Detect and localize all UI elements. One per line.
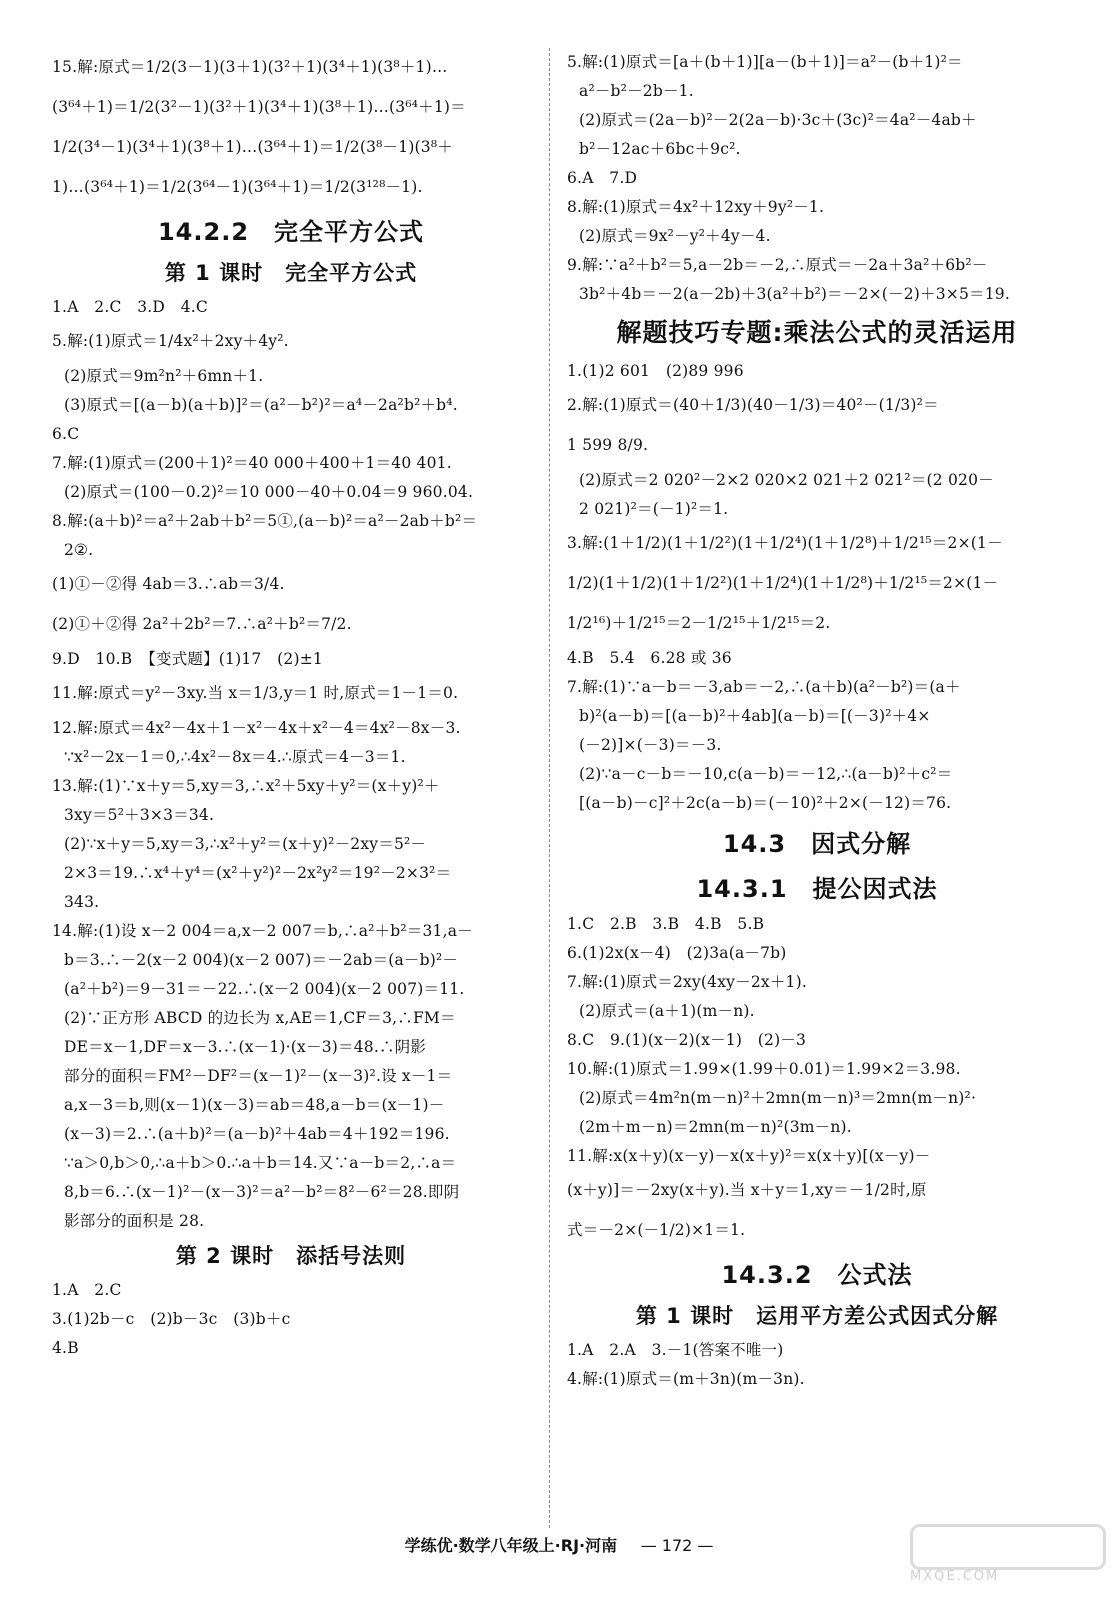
answer-line: b²－12ac＋6bc＋9c².: [579, 140, 741, 158]
answer-line: 11.解:原式＝y²－3xy.当 x＝1/3,y＝1 时,原式＝1－1＝0.: [52, 684, 459, 702]
answer-line: 3.解:(1＋1/2)(1＋1/2²)(1＋1/2⁴)(1＋1/2⁸)＋1/2¹⁵＝2×(1－: [567, 534, 1003, 552]
answer-line: 1.A 2.A 3.－1(答案不唯一): [567, 1341, 784, 1359]
answer-line: 6.C: [52, 425, 80, 443]
lesson-heading: 第 2 课时 添括号法则: [175, 1244, 407, 1268]
answer-line: 5.解:(1)原式＝1/4x²＋2xy＋4y².: [52, 332, 289, 350]
right-column: [567, 52, 1067, 1398]
answer-line: 3xy＝5²＋3×3＝34.: [64, 806, 215, 824]
answer-line: (1)①－②得 4ab＝3.∴ab＝3/4.: [52, 575, 285, 593]
answer-line: 5.解:(1)原式＝[a＋(b＋1)][a－(b＋1)]＝a²－(b＋1)²＝: [567, 53, 963, 71]
answer-line: 1.(1)2 601 (2)89 996: [567, 362, 744, 380]
lesson-heading: 第 1 课时 运用平方差公式因式分解: [635, 1304, 999, 1328]
answer-line: 8.解:(1)原式＝4x²＋12xy＋9y²－1.: [567, 198, 825, 216]
answer-line: 2②.: [64, 541, 94, 559]
answer-line: (2)原式＝9m²n²＋6mn＋1.: [64, 367, 264, 385]
answer-line: ∵a＞0,b＞0,∴a＋b＞0.∴a＋b＝14.又∵a－b＝2,∴a＝: [64, 1154, 457, 1172]
answer-line: (x－3)＝2.∴(a＋b)²＝(a－b)²＋4ab＝4＋192＝196.: [64, 1125, 450, 1143]
answer-line: 1/2)(1＋1/2)(1＋1/2²)(1＋1/2⁴)(1＋1/2⁸)＋1/2¹⁵＝2×(1－: [567, 574, 999, 592]
answer-line: DE＝x－1,DF＝x－3.∴(x－1)·(x－3)＝48.∴阴影: [64, 1038, 427, 1056]
answer-line: 8.解:(a＋b)²＝a²＋2ab＋b²＝5①,(a－b)²＝a²－2ab＋b²＝: [52, 512, 478, 530]
answer-line: (2)原式＝(2a－b)²－2(2a－b)·3c＋(3c)²＝4a²－4ab＋: [579, 111, 977, 129]
watermark-logo: [910, 1524, 1100, 1584]
answer-line: 13.解:(1)∵x＋y＝5,xy＝3,∴x²＋5xy＋y²＝(x＋y)²＋: [52, 777, 440, 795]
answer-line: 1/2¹⁶)＋1/2¹⁵＝2－1/2¹⁵＋1/2¹⁵＝2.: [567, 614, 831, 632]
answer-line: 影部分的面积是 28.: [64, 1212, 205, 1230]
answer-line: 14.解:(1)设 x－2 004＝a,x－2 007＝b,∴a²＋b²＝31,a－: [52, 922, 473, 940]
section-heading: 14.2.2 完全平方公式: [157, 218, 425, 246]
answer-line: 4.解:(1)原式＝(m＋3n)(m－3n).: [567, 1370, 805, 1388]
answer-line: [(a－b)－c]²＋2c(a－b)＝(－10)²＋2×(－12)＝76.: [579, 794, 952, 812]
answer-line: 4.B: [52, 1339, 79, 1357]
page-number: — 172 —: [640, 1536, 714, 1555]
answer-line: a,x－3＝b,则(x－1)(x－3)＝ab＝48,a－b＝(x－1)－: [64, 1096, 445, 1114]
answer-line: 9.解:∵a²＋b²＝5,a－2b＝－2,∴原式＝－2a＋3a²＋6b²－: [567, 256, 988, 274]
answer-line: 4.B 5.4 6.28 或 36: [567, 649, 732, 667]
answer-line: ∵x²－2x－1＝0,∴4x²－8x＝4.∴原式＝4－3＝1.: [64, 748, 406, 766]
answer-line: 2.解:(1)原式＝(40＋1/3)(40－1/3)＝40²－(1/3)²＝: [567, 396, 939, 414]
answer-line: b)²(a－b)＝[(a－b)²＋4ab](a－b)＝[(－3)²＋4×: [579, 707, 931, 725]
answer-line: (3)原式＝[(a－b)(a＋b)]²＝(a²－b²)²＝a⁴－2a²b²＋b⁴.: [64, 396, 458, 414]
section-heading: 14.3 因式分解: [722, 830, 912, 858]
answer-line: (2)∵a－c－b＝－10,c(a－b)＝－12,∴(a－b)²＋c²＝: [579, 765, 953, 783]
answer-line: (2)原式＝9x²－y²＋4y－4.: [579, 227, 771, 245]
answer-line: 10.解:(1)原式＝1.99×(1.99＋0.01)＝1.99×2＝3.98.: [567, 1060, 961, 1078]
answer-line: 11.解:x(x＋y)(x－y)－x(x＋y)²＝x(x＋y)[(x－y)－: [567, 1147, 931, 1165]
topic-heading: 解题技巧专题:乘法公式的灵活运用: [616, 318, 1018, 347]
answer-line: a²－b²－2b－1.: [579, 82, 694, 100]
section-heading: 14.3.1 提公因式法: [696, 875, 938, 903]
watermark-text: MXQE.COM: [910, 1569, 1000, 1584]
answer-line: 12.解:原式＝4x²－4x＋1－x²－4x＋x²－4＝4x²－8x－3.: [52, 719, 461, 737]
answer-line: 9.D 10.B 【变式题】(1)17 (2)±1: [52, 650, 323, 668]
answer-line: (2)原式＝2 020²－2×2 020×2 021＋2 021²＝(2 020－: [579, 471, 994, 489]
watermark-icon: [910, 1524, 1106, 1570]
answer-line: 2×3＝19.∴x⁴＋y⁴＝(x²＋y²)²－2x²y²＝19²－2×3²＝: [64, 864, 452, 882]
answer-line: (2)原式＝4m²n(m－n)²＋2mn(m－n)³＝2mn(m－n)²·: [579, 1089, 977, 1107]
section-heading: 14.3.2 公式法: [721, 1261, 913, 1289]
answer-line: (2)①＋②得 2a²＋2b²＝7.∴a²＋b²＝7/2.: [52, 615, 352, 633]
answer-line: 15.解:原式＝1/2(3－1)(3＋1)(3²＋1)(3⁴＋1)(3⁸＋1)…: [52, 58, 448, 76]
answer-line: 7.解:(1)原式＝(200＋1)²＝40 000＋400＋1＝40 401.: [52, 454, 452, 472]
answer-line: 1)…(3⁶⁴＋1)＝1/2(3⁶⁴－1)(3⁶⁴＋1)＝1/2(3¹²⁸－1).: [52, 178, 423, 196]
answer-line: (x＋y)]＝－2xy(x＋y).当 x＋y＝1,xy＝－1/2时,原: [567, 1181, 927, 1199]
answer-line: 8,b＝6.∴(x－1)²－(x－3)²＝a²－b²＝8²－6²＝28.即阴: [64, 1183, 460, 1201]
answer-line: 2 021)²＝(－1)²＝1.: [579, 500, 729, 518]
answer-line: 3.(1)2b－c (2)b－3c (3)b＋c: [52, 1310, 291, 1328]
answer-line: 7.解:(1)原式＝2xy(4xy－2x＋1).: [567, 973, 807, 991]
footer-label: 学练优·数学八年级上·RJ·河南: [404, 1536, 618, 1555]
answer-line: 1 599 8/9.: [567, 436, 649, 454]
answer-line: b＝3.∴－2(x－2 004)(x－2 007)＝－2ab＝(a－b)²－: [64, 951, 459, 969]
answer-line: 式＝－2×(－1/2)×1＝1.: [567, 1221, 746, 1239]
answer-line: 3b²＋4b＝－2(a－2b)＋3(a²＋b²)＝－2×(－2)＋3×5＝19.: [579, 285, 1010, 303]
left-column: [52, 52, 530, 1367]
answer-line: (3⁶⁴＋1)＝1/2(3²－1)(3²＋1)(3⁴＋1)(3⁸＋1)…(3⁶⁴＋1)＝: [52, 98, 466, 116]
answer-line: 1/2(3⁴－1)(3⁴＋1)(3⁸＋1)…(3⁶⁴＋1)＝1/2(3⁸－1)(3⁸＋: [52, 138, 453, 156]
answer-line: 1.C 2.B 3.B 4.B 5.B: [567, 915, 765, 933]
answer-line: 7.解:(1)∵a－b＝－3,ab＝－2,∴(a＋b)(a²－b²)＝(a＋: [567, 678, 961, 696]
answer-line: (2)原式＝(100－0.2)²＝10 000－40＋0.04＝9 960.04.: [64, 483, 474, 501]
answer-line: 8.C 9.(1)(x－2)(x－1) (2)－3: [567, 1031, 807, 1049]
lesson-heading: 第 1 课时 完全平方公式: [164, 261, 418, 285]
answer-line: 部分的面积＝FM²－DF²＝(x－1)²－(x－3)².设 x－1＝: [64, 1067, 453, 1085]
answer-line: (－2)]×(－3)＝－3.: [579, 736, 722, 754]
answer-line: (2)原式＝(a＋1)(m－n).: [579, 1002, 755, 1020]
answer-line: (2m＋m－n)＝2mn(m－n)²(3m－n).: [579, 1118, 852, 1136]
answer-line: 343.: [64, 893, 100, 911]
answer-line: (2)∵正方形 ABCD 的边长为 x,AE＝1,CF＝3,∴FM＝: [64, 1009, 456, 1027]
answer-line: 1.A 2.C: [52, 1281, 122, 1299]
answer-line: (a²＋b²)＝9－31＝－22.∴(x－2 004)(x－2 007)＝11.: [64, 980, 465, 998]
answer-line: 6.A 7.D: [567, 169, 638, 187]
answer-line: 6.(1)2x(x－4) (2)3a(a－7b): [567, 944, 787, 962]
answer-line: 1.A 2.C 3.D 4.C: [52, 298, 208, 316]
answer-line: (2)∵x＋y＝5,xy＝3,∴x²＋y²＝(x＋y)²－2xy＝5²－: [64, 835, 427, 853]
column-divider: [549, 48, 550, 1528]
